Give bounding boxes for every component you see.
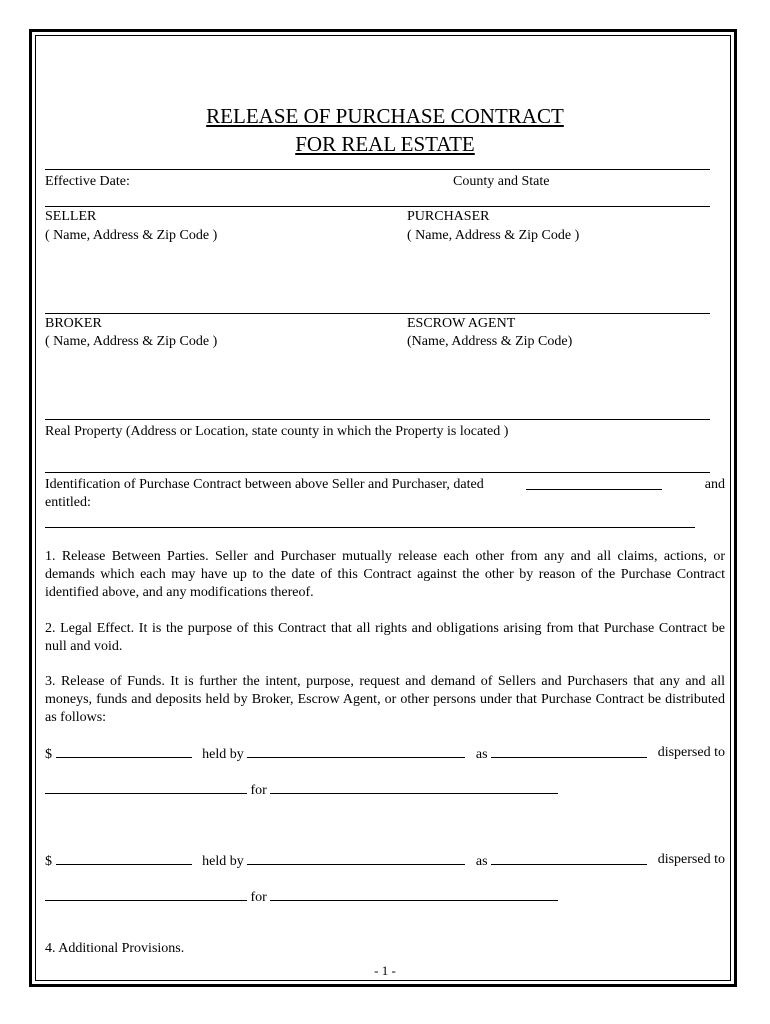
- escrow-agent-label: ESCROW AGENT: [407, 316, 516, 331]
- section-legal-effect: 2. Legal Effect. It is the purpose of this Contract that all rights and obligations arising from that Purchase Contract be null and void.: [45, 621, 725, 654]
- effective-date-label: Effective Date:: [45, 174, 130, 189]
- identification-line: [45, 477, 725, 493]
- section-release-of-funds: 3. Release of Funds. It is further the intent, purpose, request and demand of Sellers and Purchasers that any and all moneys, funds and deposits held by Broker, Escrow Agent, or other persons under that Purchase Contract be distributed as follows:: [45, 674, 725, 725]
- divider: [45, 313, 710, 314]
- fund-distribution-row-2: [45, 852, 725, 870]
- purpose-blank[interactable]: [270, 781, 558, 794]
- amount-blank[interactable]: [56, 745, 192, 758]
- broker-sub-label: ( Name, Address & Zip Code ): [45, 334, 218, 349]
- seller-sub-label: ( Name, Address & Zip Code ): [45, 228, 218, 243]
- for-label: for: [250, 783, 267, 798]
- purchaser-label: PURCHASER: [407, 209, 490, 224]
- recipient-blank[interactable]: [45, 781, 247, 794]
- as-label: as: [475, 854, 488, 869]
- seller-label: SELLER: [45, 209, 97, 224]
- as-blank[interactable]: [491, 745, 647, 758]
- section-additional-provisions: 4. Additional Provisions.: [45, 941, 185, 956]
- recipient-blank[interactable]: [45, 888, 247, 901]
- dollar-sign: $: [45, 854, 52, 869]
- divider: [45, 169, 710, 170]
- dispersed-to-label: dispersed to: [657, 745, 725, 760]
- held-by-blank[interactable]: [247, 852, 465, 865]
- document-title-line1: RELEASE OF PURCHASE CONTRACT: [206, 104, 564, 128]
- page-number: - 1 -: [374, 963, 396, 978]
- page-border-inner: [35, 35, 731, 981]
- as-blank[interactable]: [491, 852, 647, 865]
- identification-date-blank[interactable]: [526, 477, 662, 490]
- held-by-label: held by: [202, 747, 244, 762]
- entitled-blank-line[interactable]: [45, 527, 695, 528]
- section-release-between-parties: 1. Release Between Parties. Seller and Purchaser mutually release each other from any and all claims, actions, or demands which each may have up to the date of this Contract against the other by reason of the Purchase Contract identified above, and any modifications thereof.: [45, 549, 725, 600]
- identification-text: Identification of Purchase Contract between above Seller and Purchaser, dated: [45, 477, 484, 492]
- for-label: for: [250, 890, 267, 905]
- escrow-agent-sub-label: (Name, Address & Zip Code): [407, 334, 573, 349]
- broker-label: BROKER: [45, 316, 102, 331]
- county-state-label: County and State: [453, 174, 550, 189]
- divider: [45, 206, 710, 207]
- purpose-blank[interactable]: [270, 888, 558, 901]
- fund-distribution-row-2b: [45, 888, 558, 906]
- dollar-sign: $: [45, 747, 52, 762]
- as-label: as: [475, 747, 488, 762]
- identification-and: and: [704, 477, 725, 492]
- held-by-label: held by: [202, 854, 244, 869]
- fund-distribution-row-1: [45, 745, 725, 763]
- identification-entitled-label: entitled:: [45, 495, 91, 510]
- purchaser-sub-label: ( Name, Address & Zip Code ): [407, 228, 580, 243]
- document-title-line2: FOR REAL ESTATE: [295, 132, 475, 156]
- divider: [45, 419, 710, 420]
- fund-distribution-row-1b: [45, 781, 558, 799]
- dispersed-to-label: dispersed to: [657, 852, 725, 867]
- real-property-label: Real Property (Address or Location, state county in which the Property is located ): [45, 424, 509, 439]
- divider: [45, 472, 710, 473]
- amount-blank[interactable]: [56, 852, 192, 865]
- held-by-blank[interactable]: [247, 745, 465, 758]
